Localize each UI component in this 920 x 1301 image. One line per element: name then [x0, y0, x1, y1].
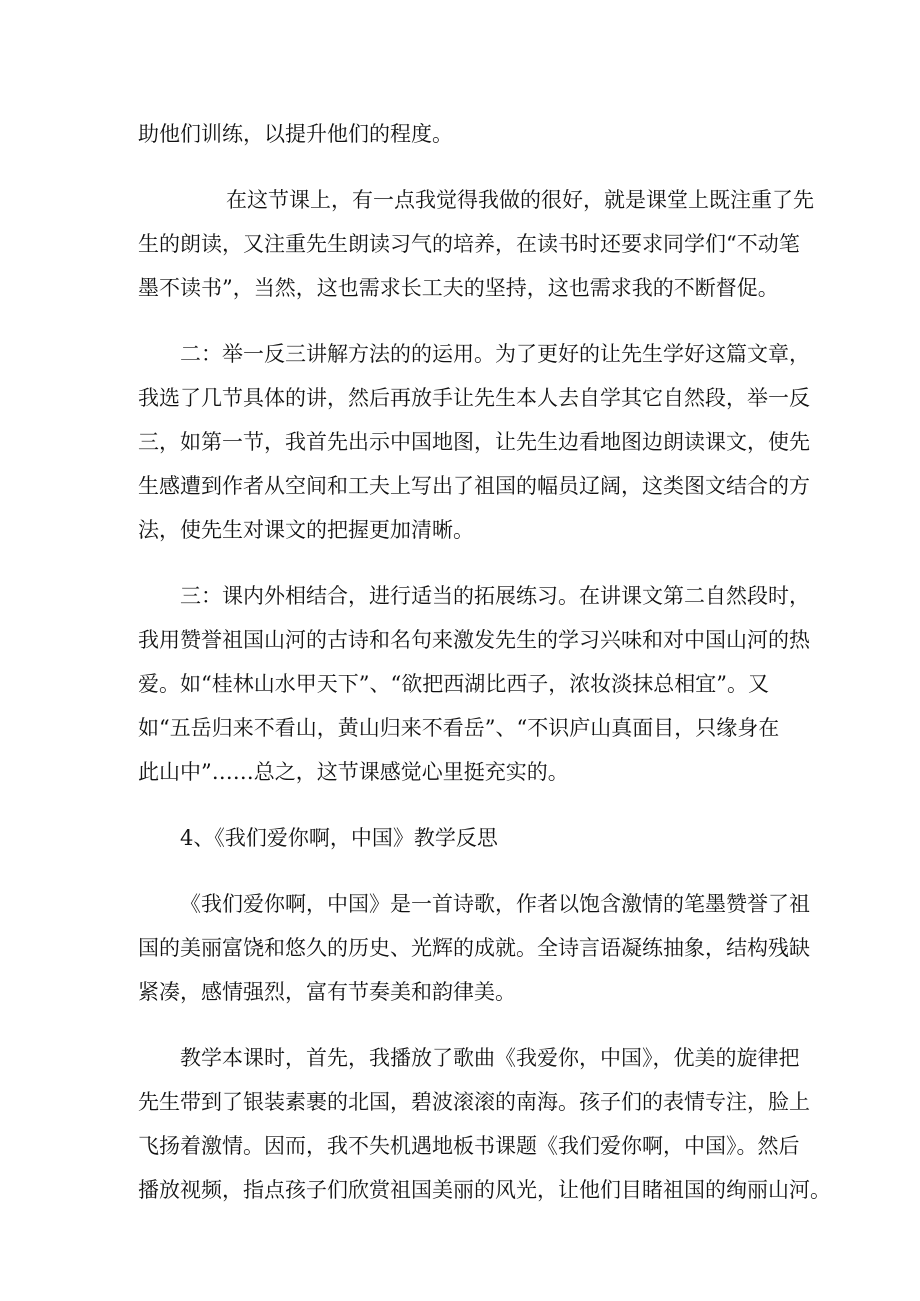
text-line: 紧凑，感情强烈，富有节奏美和韵律美。 — [138, 980, 516, 1004]
paragraph-6 — [138, 1036, 831, 1212]
heading-text: 4、《我们爱你啊，中国》教学反思 — [180, 826, 498, 850]
text-line: 生的朗读，又注重先生朗读习气的培养，在读书时还要求同学们“不动笔 — [138, 232, 800, 256]
text-line: 飞扬着激情。因而，我不失机遇地板书课题《我们爱你啊，中国》。然后 — [138, 1134, 800, 1158]
text-line: 先生带到了银装素裹的北国，碧波滚滚的南海。孩子们的表情专注，脸上 — [138, 1090, 810, 1114]
text-line: 我选了几节具体的讲，然后再放手让先生本人去自学其它自然段，举一反 — [138, 386, 810, 410]
paragraph-3 — [138, 332, 810, 552]
text-line: 教学本课时，首先，我播放了歌曲《我爱你，中国》，优美的旋律把 — [180, 1046, 800, 1070]
text-line: 如“五岳归来不看山，黄山归来不看岳”、“不识庐山真面目，只缘身在 — [138, 716, 780, 740]
text-line: 在这节课上，有一点我觉得我做的很好，就是课堂上既注重了先 — [226, 188, 814, 212]
paragraph-5 — [138, 882, 810, 1014]
text-line: 法，使先生对课文的把握更加清晰。 — [138, 518, 474, 542]
text-line: 生感遭到作者从空间和工夫上写出了祖国的幅员辽阔，这类图文结合的方 — [138, 474, 810, 498]
text-line: 墨不读书”，当然，这也需求长工夫的坚持，这也需求我的不断督促。 — [138, 276, 779, 300]
text-line: 我用赞誉祖国山河的古诗和名句来激发先生的学习兴味和对中国山河的热 — [138, 628, 810, 652]
text-line: 爱。如“桂林山水甲天下”、“欲把西湖比西子，浓妆淡抹总相宜”。又 — [138, 672, 769, 696]
document-body — [138, 112, 831, 1234]
text-line: 助他们训练，以提升他们的程度。 — [138, 122, 453, 146]
section-heading — [138, 816, 798, 860]
text-line: 《我们爱你啊，中国》是一首诗歌，作者以饱含激情的笔墨赞誉了祖 — [180, 892, 810, 916]
text-line: 二：举一反三讲解方法的的运用。为了更好的让先生学好这篇文章， — [180, 342, 810, 366]
text-line: 播放视频，指点孩子们欣赏祖国美丽的风光，让他们目睹祖国的绚丽山河。 — [138, 1178, 831, 1202]
paragraph-1 — [138, 112, 798, 156]
text-line: 三，如第一节，我首先出示中国地图，让先生边看地图边朗读课文，使先 — [138, 430, 810, 454]
text-line: 三：课内外相结合，进行适当的拓展练习。在讲课文第二自然段时， — [180, 584, 810, 608]
paragraph-4 — [138, 574, 810, 794]
text-line: 国的美丽富饶和悠久的历史、光辉的成就。全诗言语凝练抽象，结构残缺 — [138, 936, 810, 960]
paragraph-2 — [138, 178, 814, 310]
text-line: 此山中”……总之，这节课感觉心里挺充实的。 — [138, 760, 569, 784]
